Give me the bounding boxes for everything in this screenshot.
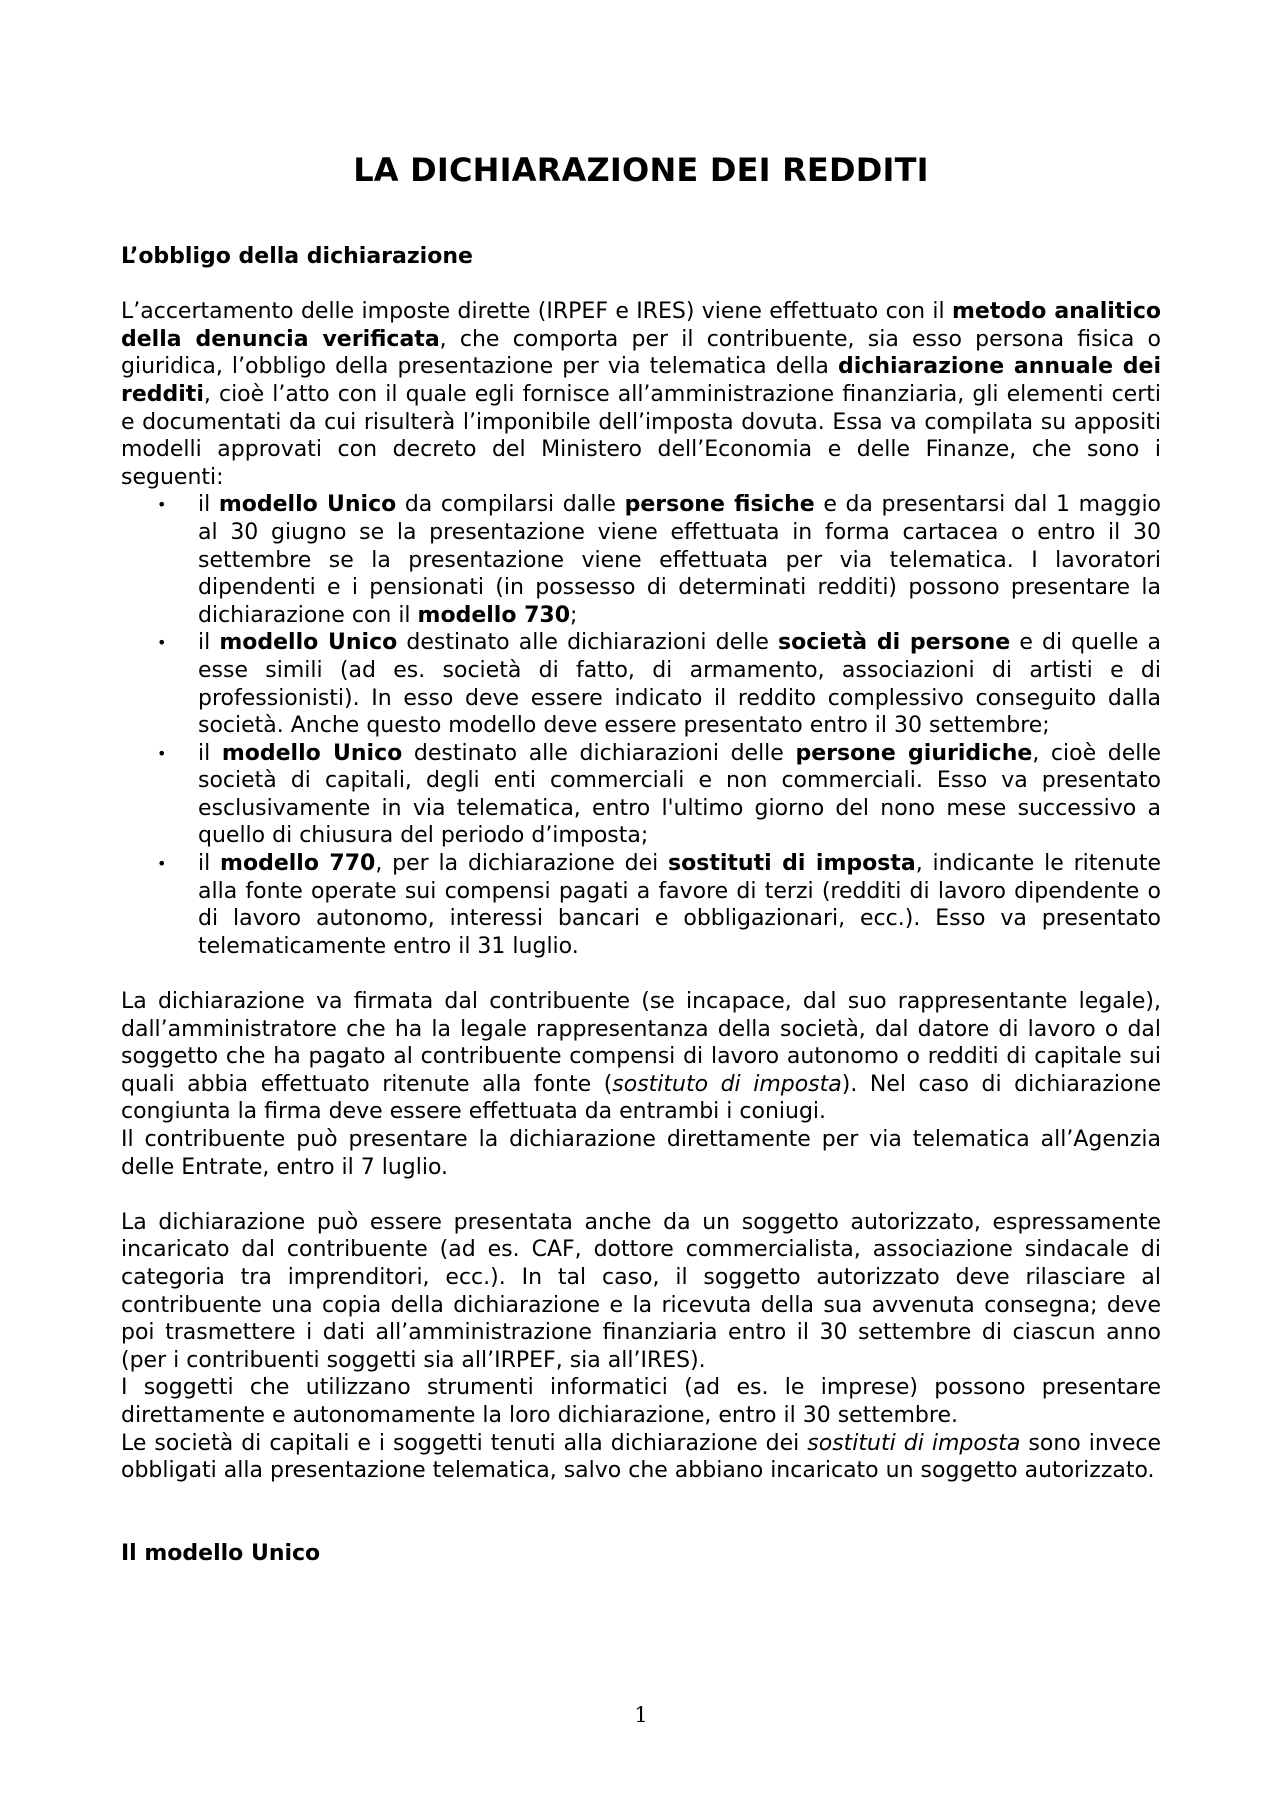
bold-term: modello 770: [220, 851, 376, 877]
list-item-text: [198, 630, 1161, 738]
section-heading-obbligo: L’obbligo della dichiarazione: [121, 244, 473, 269]
list-item-text: [198, 492, 1161, 627]
section-heading-modello-unico: Il modello Unico: [121, 1540, 321, 1566]
list-item-modello-unico-persone-fisiche: [121, 491, 1161, 629]
text-run: sono invece obbligati alla presentazione telematica, salvo che abbiano incaricato un soggetto autorizzato.: [121, 1430, 1161, 1484]
text-run: Il contribuente può presentare la dichiarazione direttamente per via telematica all’Agenzia delle Entrate, entro il 7 luglio.: [121, 1127, 1161, 1180]
text-run: il: [198, 851, 221, 877]
text-run: , cioè delle società di capitali, degli enti commerciali e non commerciali. Esso va presentato esclusivamente in via telematica, entro l'ultimo giorno del nono mese successivo a quello di chiusura del periodo d’imposta;: [198, 740, 1161, 849]
it-tools-paragraph: [121, 1374, 1161, 1429]
bold-term: persone fisiche: [624, 492, 815, 518]
bullet-icon: •: [157, 743, 167, 763]
bold-term: modello Unico: [221, 740, 403, 766]
italic-term: sostituto di imposta: [612, 1071, 842, 1097]
bold-term: modello 730: [417, 602, 571, 628]
document-body: [121, 243, 1161, 1568]
list-item-text: [198, 851, 1161, 959]
document-title: LA DICHIARAZIONE DEI REDDITI: [353, 151, 929, 189]
authorized-paragraph: [121, 1209, 1161, 1375]
text-run: , che comporta per il contribuente, sia esso persona fisica o giuridica, l’obbligo della presentazione per via telematica della: [121, 326, 1161, 380]
text-run: , indicante le ritenute alla fonte operate sui compensi pagati a favore di terzi (redditi di lavoro dipendente o di lavoro autonomo, interessi bancari e obbligazionari, ecc.). Esso va presentato telematicamente entro il 31 luglio.: [198, 851, 1161, 959]
direct-submission-paragraph: [121, 1126, 1161, 1181]
intro-paragraph: [121, 298, 1161, 491]
text-run: ;: [570, 602, 578, 628]
bold-term: dichiarazione annuale dei redditi: [121, 354, 1161, 407]
list-item-modello-unico-persone-giuridiche: [121, 740, 1161, 850]
text-run: , cioè l’atto con il quale egli fornisce all’amministrazione finanziaria, gli elementi certi e documentati da cui risulterà l’imponibile dell’imposta dovuta. Essa va compilata su appositi modelli approvati con decreto del Ministero dell’Economia e delle Finanze, che sono i seguenti:: [121, 381, 1161, 490]
bold-term: metodo analitico della denuncia verificata: [121, 299, 1161, 352]
text-run: il: [198, 740, 222, 766]
spacer: [121, 271, 1161, 299]
text-run: La dichiarazione può essere presentata anche da un soggetto autorizzato, espressamente incaricato dal contribuente (ad es. CAF, dottore commercialista, associazione sindacale di categoria tra imprenditori, ecc.). In tal caso, il soggetto autorizzato deve rilasciare al contribuente una copia della dichiarazione e la ricevuta della sua avvenuta consegna; deve poi trasmettere i dati all’amministrazione finanziaria entro il 30 settembre di ciascun anno (per i contribuenti soggetti sia all’IRPEF, sia all’IRES).: [121, 1209, 1161, 1373]
bullet-icon: •: [157, 495, 167, 515]
text-run: Le società di capitali e i soggetti tenuti alla dichiarazione dei: [121, 1430, 808, 1456]
text-run: il: [198, 630, 220, 656]
list-item-modello-770: [121, 850, 1161, 960]
signature-paragraph: [121, 988, 1161, 1126]
italic-term: sostituti di imposta: [807, 1430, 1021, 1456]
text-run: ). Nel caso di dichiarazione congiunta la firma deve essere effettuata da entrambi i coniugi.: [121, 1071, 1161, 1125]
text-run: e di quelle a esse simili (ad es. società di fatto, di armamento, associazioni di artisti e di professionisti). In esso deve essere indicato il reddito complessivo conseguito dalla società. Anche questo modello deve essere presentato entro il 30 settembre;: [198, 630, 1161, 739]
bullet-icon: •: [157, 633, 167, 653]
companies-paragraph: [121, 1430, 1161, 1485]
spacer: [121, 960, 1161, 988]
bold-term: sostituti di imposta: [668, 851, 916, 877]
spacer: [121, 1485, 1161, 1513]
models-list: [121, 491, 1161, 960]
text-run: e da presentarsi dal 1 maggio al 30 giugno se la presentazione viene effettuata in forma cartacea o entro il 30 settembre se la presentazione viene effettuata per via telematica. I lavoratori dipendenti e i pensionati (in possesso di determinati redditi) possono presentare la dichiarazione con il: [198, 492, 1162, 628]
page-number: 1: [634, 1703, 648, 1727]
text-run: da compilarsi dalle: [396, 492, 625, 518]
bold-term: modello Unico: [219, 630, 398, 656]
document-page: [121, 0, 1161, 1811]
bold-term: società di persone: [777, 630, 1011, 656]
text-run: , per la dichiarazione dei: [375, 851, 669, 877]
spacer: [121, 1181, 1161, 1209]
text-run: La dichiarazione va firmata dal contribuente (se incapace, dal suo rappresentante legale), dall’amministratore che ha la legale rappresentanza della società, dal datore di lavoro o dal soggetto che ha pagato al contribuente compensi di lavoro autonomo o redditi di capitale sui quali abbia effettuato ritenute alla fonte (: [121, 989, 1161, 1097]
bullet-icon: •: [157, 854, 167, 874]
text-run: L’accertamento delle imposte dirette (IRPEF e IRES) viene effettuato con il: [121, 299, 952, 325]
text-run: il: [198, 492, 219, 518]
list-item-text: [198, 741, 1161, 849]
text-run: destinato alle dichiarazioni delle: [402, 740, 796, 766]
bold-term: modello Unico: [218, 492, 397, 518]
spacer: [121, 1512, 1161, 1540]
list-item-modello-unico-societa-persone: [121, 629, 1161, 739]
bold-term: persone giuridiche: [795, 740, 1033, 766]
text-run: I soggetti che utilizzano strumenti informatici (ad es. le imprese) possono presentare direttamente e autonomamente la loro dichiarazione, entro il 30 settembre.: [121, 1375, 1161, 1428]
text-run: destinato alle dichiarazioni delle: [397, 630, 778, 656]
